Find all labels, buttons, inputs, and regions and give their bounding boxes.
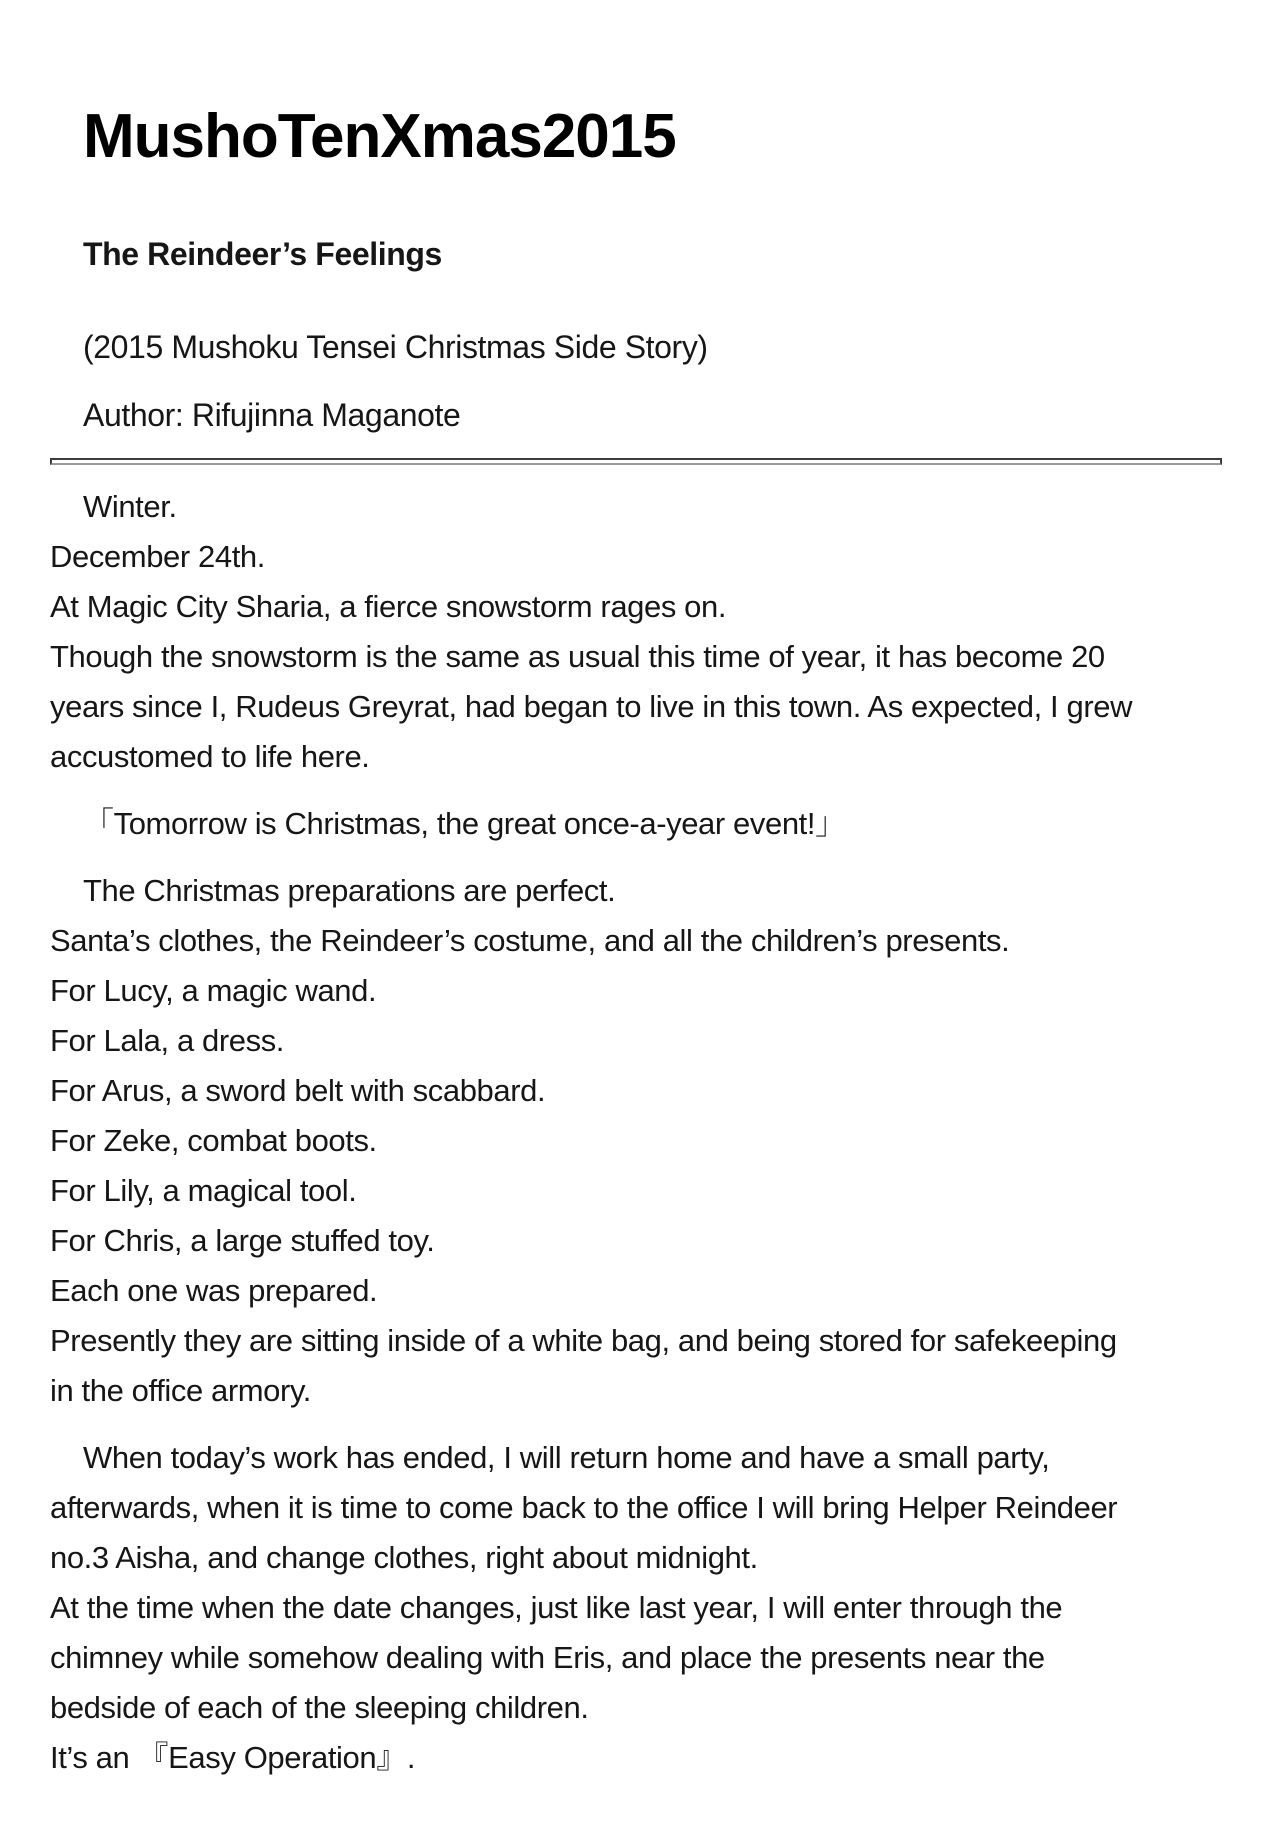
text-line: chimney while somehow dealing with Eris, and place the presents near the [50,1640,1045,1675]
text-line: accustomed to life here. [50,739,370,774]
text-line: For Lala, a dress. [50,1023,285,1058]
text-line: Santa’s clothes, the Reindeer’s costume, and all the children’s presents. [50,923,1010,958]
text-line: bedside of each of the sleeping children. [50,1690,589,1725]
text-line: When today’s work has ended, I will return home and have a small party, [83,1440,1050,1475]
paragraph [50,866,1235,1416]
text-line: Each one was prepared. [50,1273,378,1308]
text-line: At the time when the date changes, just like last year, I will enter through the [50,1590,1063,1625]
text-line: December 24th. [50,539,265,574]
text-line: The Christmas preparations are perfect. [83,873,616,908]
paragraph [50,482,1235,782]
text-line: years since I, Rudeus Greyrat, had began to live in this town. As expected, I grew [50,689,1133,724]
text-line: Presently they are sitting inside of a white bag, and being stored for safekeeping [50,1323,1117,1358]
text-line: For Zeke, combat boots. [50,1123,377,1158]
paragraph [50,799,1235,849]
text-line: It’s an 『Easy Operation』. [50,1740,416,1775]
text-line: For Arus, a sword belt with scabbard. [50,1073,546,1108]
story-heading: The Reindeer’s Feelings [83,236,442,272]
text-line: no.3 Aisha, and change clothes, right about midnight. [50,1540,758,1575]
story-subtitle-line: (2015 Mushoku Tensei Christmas Side Story) [83,329,708,365]
author-line: Author: Rifujinna Maganote [83,397,461,433]
text-line: Winter. [83,489,177,524]
paragraph [50,1433,1235,1783]
text-line: For Lucy, a magic wand. [50,973,377,1008]
document-title: MushoTenXmas2015 [83,102,676,171]
text-line: in the office armory. [50,1373,311,1408]
text-line: afterwards, when it is time to come back to the office I will bring Helper Reindeer [50,1490,1118,1525]
section-divider [50,458,1222,465]
text-line: Though the snowstorm is the same as usual this time of year, it has become 20 [50,639,1105,674]
story-body [50,482,1235,1800]
text-line: For Chris, a large stuffed toy. [50,1223,435,1258]
text-line: At Magic City Sharia, a fierce snowstorm rages on. [50,589,727,624]
text-line: For Lily, a magical tool. [50,1173,357,1208]
text-line: 「Tomorrow is Christmas, the great once-a-year event!」 [83,806,846,841]
